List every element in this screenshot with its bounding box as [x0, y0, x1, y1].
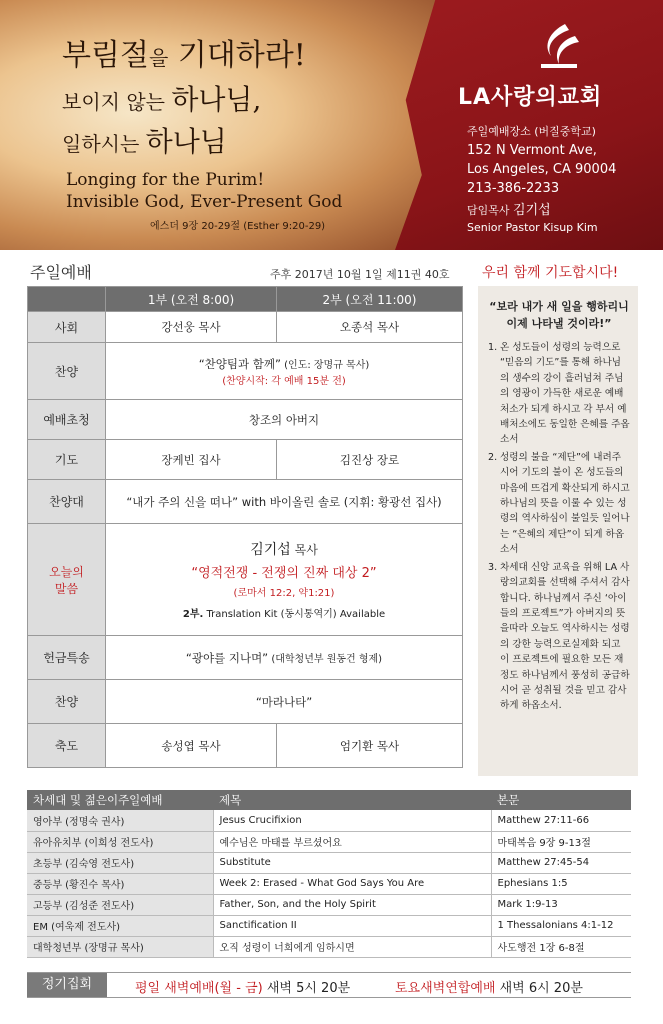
column-header: 본문 [491, 790, 631, 810]
table-row: 기도 장케빈 집사 김진상 장로 [28, 440, 463, 480]
column-header: 차세대 및 젊은이주일예배 [27, 790, 213, 810]
service-2-header: 2부 (오전 11:00) [277, 287, 463, 312]
prayer-item: 1. 온 성도들이 성령의 능력으로 “믿음의 기도”를 통해 하나님의 생수의 강이 흘러넘쳐 주님의 영광이 가득한 새로운 예배처소가 되게 하시고 각 부서 예배처소에도 동일한 은혜를 주옵소서 [488, 342, 630, 446]
phone-number: 213-386-2233 [467, 181, 560, 196]
banner-title-line1: 부림절을 기대하라! [62, 38, 306, 73]
table-row: 초등부 (김숙영 전도사) Substitute Matthew 27:45-54 [27, 852, 631, 873]
bulletin-date: 주후 2017년 10월 1일 제11권 40호 [270, 268, 450, 281]
prayer-heading: 우리 함께 기도합시다! [482, 265, 619, 281]
address-line1: 152 N Vermont Ave, [467, 143, 597, 158]
youth-worship-table [27, 790, 631, 958]
header-banner [0, 0, 663, 250]
prayer-item: 2. 성령의 불을 “제단”에 내려주시어 기도의 불이 온 성도들의 마음에 뜨겁게 확산되게 하시고 하나님의 뜻을 이룰 수 있는 성령의 역사하심이 불일듯 일어나는 “은혜의 제단”이 되게 하옵소서 [488, 451, 630, 556]
banner-english-line2: Invisible God, Ever-Present God [66, 192, 343, 212]
banner-title-line2: 보이지 않는 하나님, [62, 83, 262, 116]
table-row: 사회 강선웅 목사 오종석 목사 [28, 312, 463, 343]
senior-pastor: 담임목사 김기섭 Senior Pastor Kisup Kim [467, 203, 598, 234]
prayer-item: 3. 차세대 신앙 교육을 위해 LA 사랑의교회를 선택해 주셔서 감사합니다. 하나님께서 주신 ‘아이들의 프로젝트”가 아버지의 뜻을따라 오늘도 역사하시는 성령의 강한 능력으로실제화 되고 이 프로젝트에 필요한 모든 재정도 하나님께서 풍성히 공급하시어 곧 성취될 것을 믿고 감사하게 하옵소서. [488, 561, 630, 712]
table-row: 예배초청 창조의 아버지 [28, 400, 463, 440]
saturday-dawn-service: 토요새벽연합예배 새벽 6시 20분 [395, 981, 583, 996]
service-1-header: 1부 (오전 8:00) [106, 287, 277, 312]
weekday-dawn-service: 평일 새벽예배(월 - 금) 새벽 5시 20분 [135, 981, 351, 996]
banner-title-line3: 일하시는 하나님 [62, 125, 227, 158]
section-title-worship: 주일예배 [30, 263, 92, 282]
corner-cell [28, 287, 106, 312]
table-row: EM (여욱제 전도사) Sanctification II 1 Thessalonians 4:1-12 [27, 915, 631, 936]
sermon-cell: 김기섭 목사 “영적전쟁 - 전쟁의 진짜 대상 2” (로마서 12:2, 약1:21) 2부. Translation Kit (동시통역기) Available [106, 524, 463, 636]
worship-order-table [27, 286, 463, 768]
prayer-quote: “보라 내가 새 일을 행하리니 이제 나타낼 것이라!” [489, 300, 629, 330]
church-info [467, 122, 616, 198]
regular-meetings-label: 정기집회 [27, 973, 107, 997]
flame-logo-icon [535, 22, 583, 72]
location-label: 주일예배장소 (버질중학교) [467, 125, 596, 138]
table-row: 헌금특송 “광야를 지나며” (대학청년부 원동건 형제) [28, 636, 463, 680]
table-row: 찬양대 “내가 주의 신을 떠나” with 바이올린 솔로 (지휘: 황광선 집사) [28, 480, 463, 524]
table-row: 고등부 (김성준 전도사) Father, Son, and the Holy Spirit Mark 1:9-13 [27, 894, 631, 915]
sermon-label: 오늘의 말씀 [28, 524, 106, 636]
table-row: 찬양 “마라나타” [28, 680, 463, 724]
table-row: 대학청년부 (장명규 목사) 오직 성령이 너희에게 임하시면 사도행전 1장 6-8절 [27, 936, 631, 957]
banner-english-line1: Longing for the Purim! [66, 170, 265, 190]
banner-verse: 에스더 9장 20-29절 (Esther 9:20-29) [150, 221, 326, 232]
column-header: 제목 [213, 790, 491, 810]
table-row: 중등부 (황진수 목사) Week 2: Erased - What God Says You Are Ephesians 1:5 [27, 873, 631, 894]
address-line2: Los Angeles, CA 90004 [467, 162, 617, 177]
table-row: 찬양 “찬양팀과 함께” (인도: 장명규 목사) (찬양시작: 각 예배 15분 전) [28, 343, 463, 400]
table-row: 유아유치부 (이희성 전도사) 예수님은 마태를 부르셨어요 마태복음 9장 9-13절 [27, 831, 631, 852]
regular-meetings [27, 972, 631, 998]
table-row: 축도 송성엽 목사 엄기환 목사 [28, 724, 463, 768]
church-logo-text: LA사랑의교회 [458, 85, 603, 110]
table-row [28, 524, 463, 636]
table-row: 영아부 (정명숙 권사) Jesus Crucifixion Matthew 27:11-66 [27, 810, 631, 831]
prayer-box [478, 286, 638, 776]
